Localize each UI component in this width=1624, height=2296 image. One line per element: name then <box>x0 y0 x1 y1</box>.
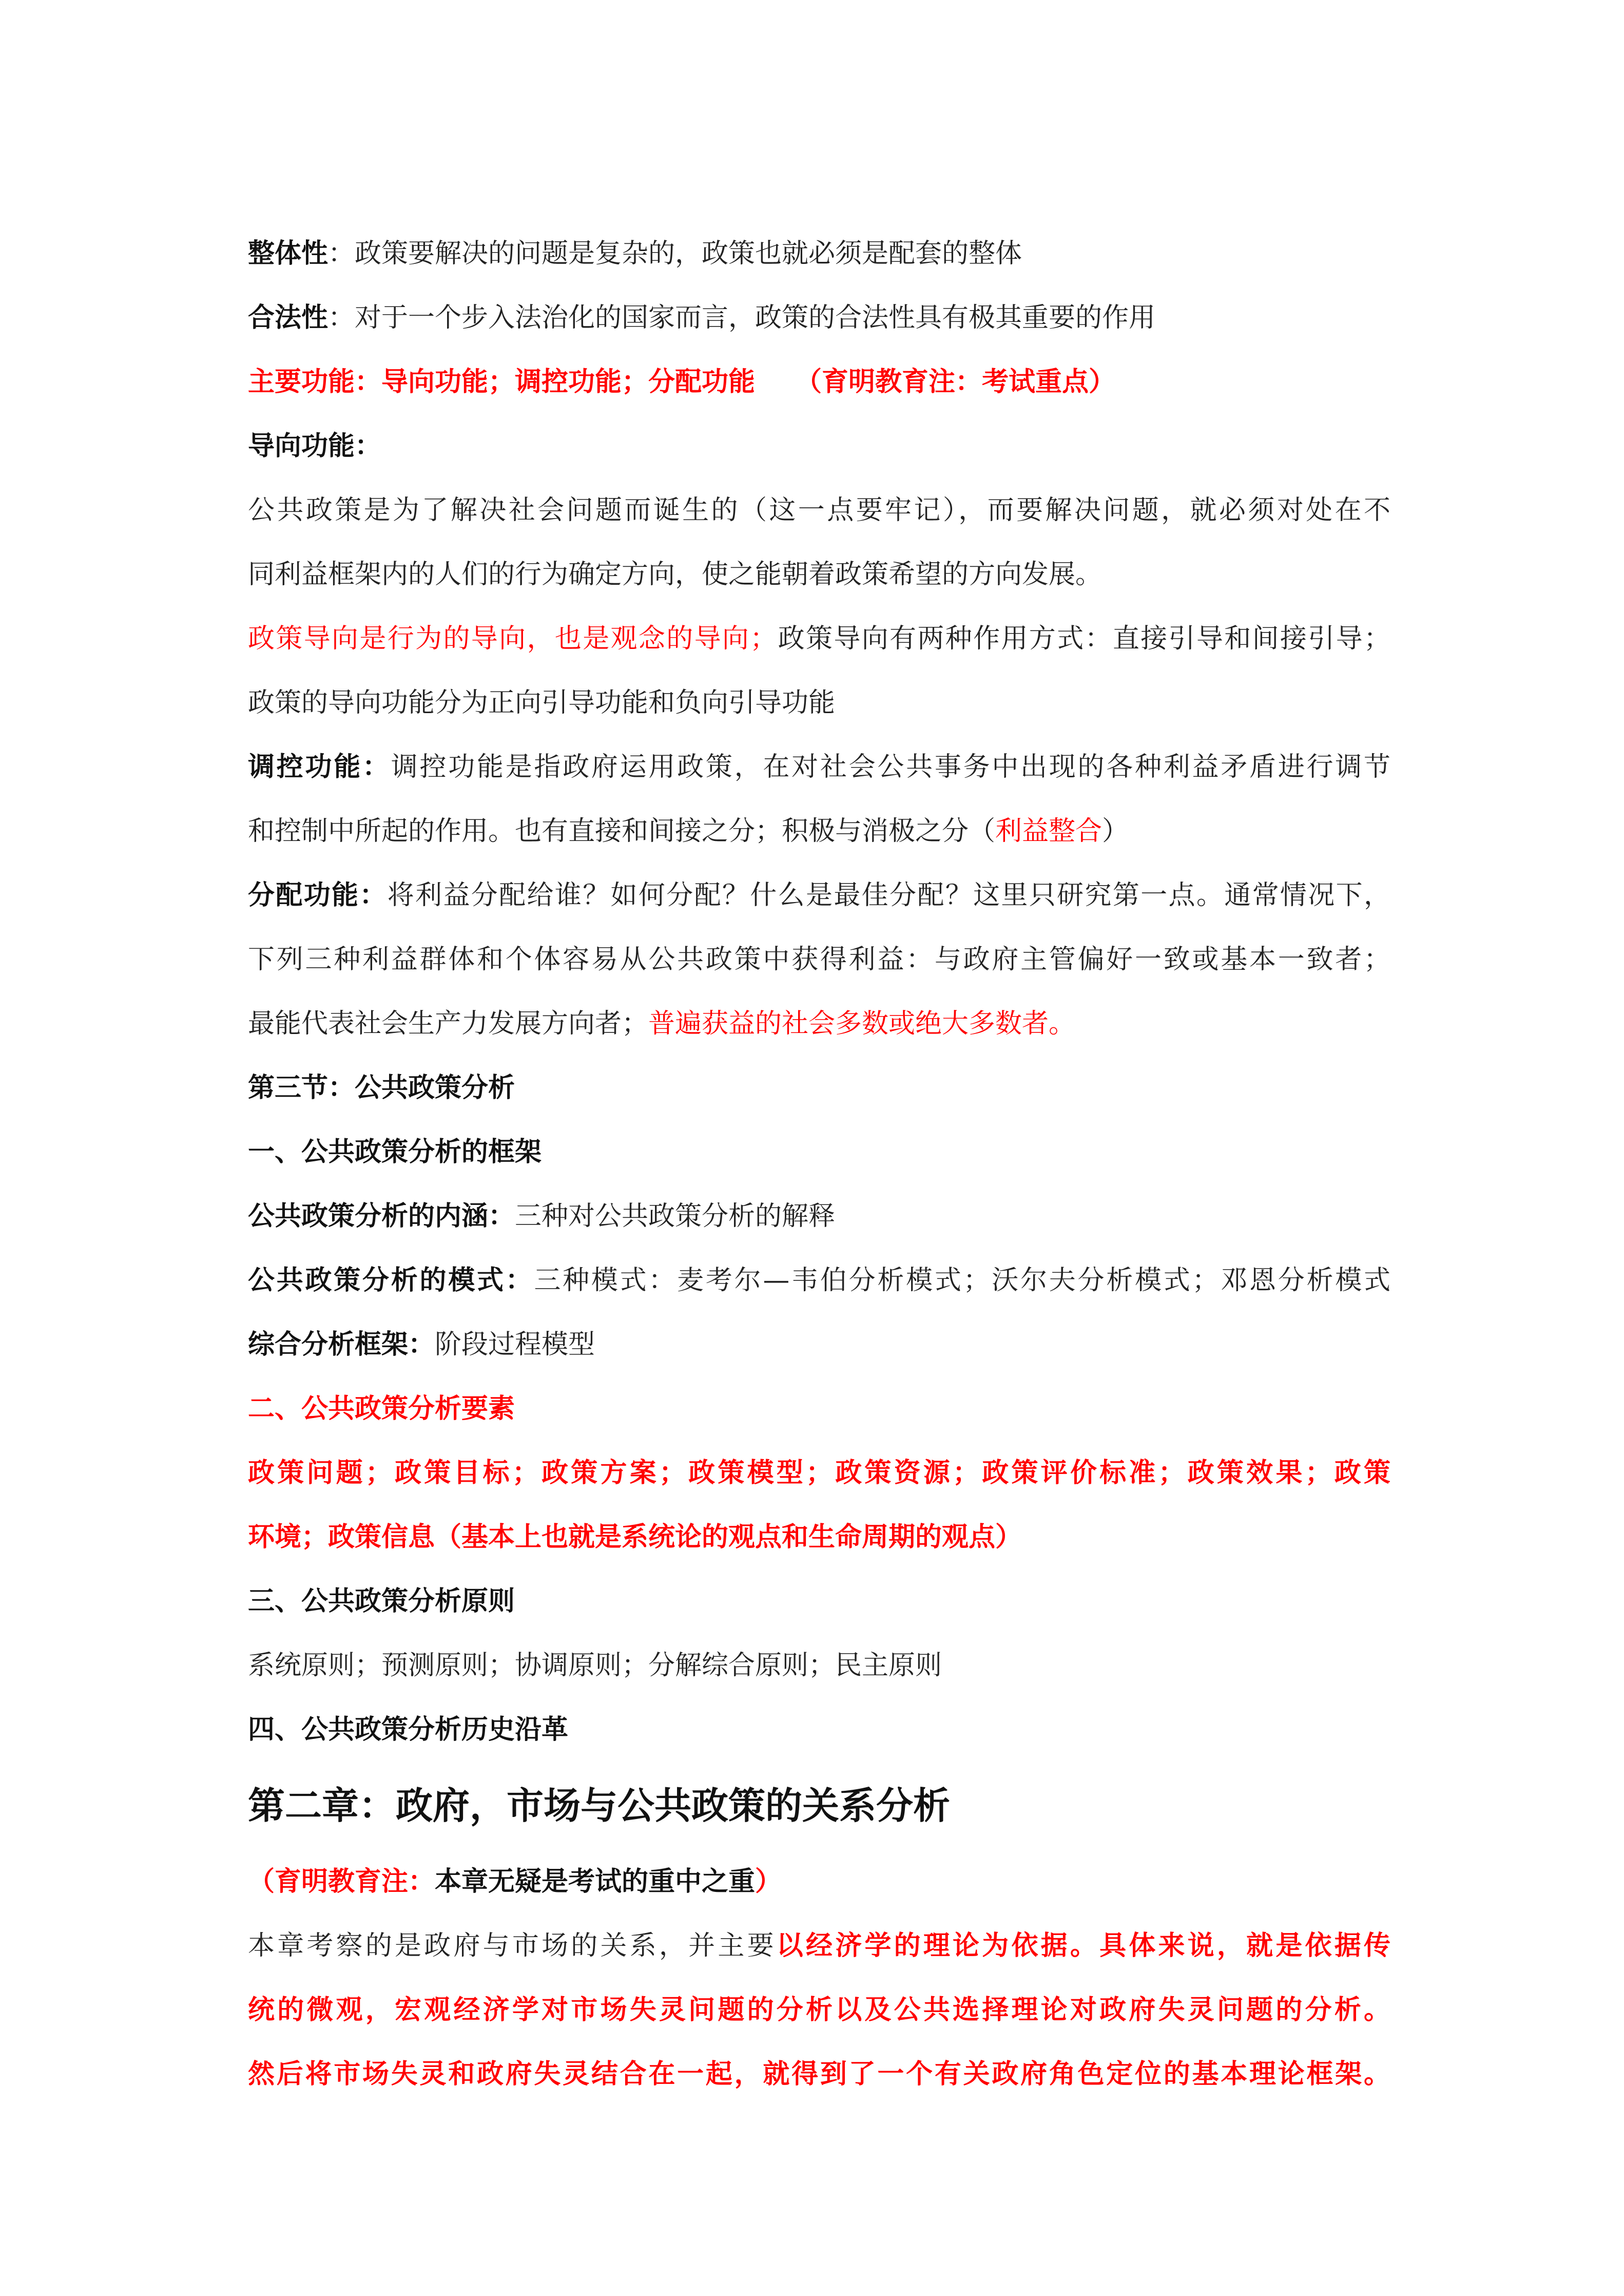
highlighted-text: （育明教育注： <box>248 1866 435 1897</box>
text-line <box>248 414 1390 479</box>
body-text: ） <box>1102 816 1129 847</box>
bold-label: 本章无疑是考试的重中之重 <box>435 1866 756 1897</box>
bold-label: 公共政策分析的模式： <box>248 1265 534 1296</box>
text-line <box>248 928 1390 992</box>
highlighted-text: 利益整合 <box>995 816 1103 847</box>
text-line <box>248 479 1390 543</box>
text-line <box>248 1505 1390 1570</box>
text-line <box>248 1184 1390 1249</box>
body-text: 阶段过程模型 <box>435 1329 595 1360</box>
body-text: 同利益框架内的人们的行为确定方向，使之能朝着政策希望的方向发展。 <box>248 559 1103 590</box>
body-text: 调控功能是指政府运用政策，在对社会公共事务中出现的各种利益矛盾进行调节 <box>391 752 1390 782</box>
text-line <box>248 286 1390 350</box>
text-line <box>248 1850 1390 1914</box>
highlighted-text: ） <box>755 1866 782 1897</box>
highlighted-text: 统的微观，宏观经济学对市场失灵问题的分析以及公共选择理论对政府失灵问题的分析。 <box>248 1995 1390 2025</box>
body-text: ：对于一个步入法治化的国家而言，政策的合法性具有极其重要的作用 <box>328 302 1156 333</box>
text-line <box>248 1634 1390 1698</box>
text-line <box>248 2042 1390 2107</box>
highlighted-text: 环境；政策信息（基本上也就是系统论的观点和生命周期的观点） <box>248 1522 1022 1553</box>
text-line <box>248 864 1390 928</box>
bold-label: 分配功能： <box>248 880 388 911</box>
body-text: 将利益分配给谁？如何分配？什么是最佳分配？这里只研究第一点。通常情况下， <box>387 880 1390 911</box>
bold-label: 第三节：公共政策分析 <box>248 1073 515 1103</box>
body-text: 和控制中所起的作用。也有直接和间接之分；积极与消极之分（ <box>248 816 996 847</box>
text-line <box>248 543 1390 607</box>
body-text: 最能代表社会生产力发展方向者； <box>248 1008 649 1039</box>
highlighted-text: 二、公共政策分析要素 <box>248 1393 515 1424</box>
text-line <box>248 607 1390 671</box>
text-line <box>248 1978 1390 2042</box>
body-text: 系统原则；预测原则；协调原则；分解综合原则；民主原则 <box>248 1650 942 1681</box>
bold-label: 合法性 <box>248 302 328 333</box>
bold-label: 调控功能： <box>248 752 391 782</box>
chapter-heading <box>248 1762 1390 1850</box>
body-text: 政策的导向功能分为正向引导功能和负向引导功能 <box>248 687 836 718</box>
highlighted-text: 以经济学的理论为依据。具体来说，就是依据传 <box>776 1930 1390 1961</box>
body-text: 公共政策是为了解决社会问题而诞生的（这一点要牢记），而要解决问题，就必须对处在不 <box>248 495 1390 526</box>
text-line <box>248 1698 1390 1762</box>
text-line <box>248 735 1390 799</box>
bold-label: 第二章：政府，市场与公共政策的关系分析 <box>248 1784 951 1827</box>
text-line <box>248 1570 1390 1634</box>
highlighted-text: 然后将市场失灵和政府失灵结合在一起，就得到了一个有关政府角色定位的基本理论框架。 <box>248 2059 1390 2090</box>
highlighted-text: 普遍获益的社会多数或绝大多数者。 <box>648 1008 1076 1039</box>
highlighted-text: 政策问题；政策目标；政策方案；政策模型；政策资源；政策评价标准；政策效果；政策 <box>248 1458 1390 1488</box>
highlighted-text: 政策导向是行为的导向，也是观念的导向； <box>248 623 777 654</box>
highlighted-text: 主要功能：导向功能；调控功能；分配功能 （育明教育注：考试重点） <box>248 367 1116 397</box>
body-text: ：政策要解决的问题是复杂的，政策也就必须是配套的整体 <box>328 238 1022 269</box>
bold-label: 导向功能： <box>248 431 382 462</box>
body-text: 三种模式：麦考尔—韦伯分析模式；沃尔夫分析模式；邓恩分析模式 <box>534 1265 1390 1296</box>
text-line <box>248 1056 1390 1120</box>
text-line <box>248 992 1390 1056</box>
bold-label: 一、公共政策分析的框架 <box>248 1137 542 1168</box>
body-text: 本章考察的是政府与市场的关系，并主要 <box>248 1930 777 1961</box>
bold-label: 三、公共政策分析原则 <box>248 1586 515 1617</box>
text-line <box>248 1377 1390 1441</box>
text-line <box>248 1441 1390 1505</box>
body-text: 政策导向有两种作用方式：直接引导和间接引导； <box>777 623 1390 654</box>
text-line <box>248 671 1390 735</box>
bold-label: 整体性 <box>248 238 328 269</box>
text-line <box>248 350 1390 414</box>
text-line <box>248 1313 1390 1377</box>
text-line <box>248 799 1390 864</box>
text-line <box>248 1120 1390 1184</box>
body-text: 下列三种利益群体和个体容易从公共政策中获得利益：与政府主管偏好一致或基本一致者； <box>248 944 1390 975</box>
text-line <box>248 1249 1390 1313</box>
text-line <box>248 1914 1390 1978</box>
text-line <box>248 222 1390 286</box>
body-text: 三种对公共政策分析的解释 <box>515 1201 836 1232</box>
bold-label: 公共政策分析的内涵： <box>248 1201 515 1232</box>
document-page <box>248 222 1390 2107</box>
bold-label: 四、公共政策分析历史沿革 <box>248 1714 569 1745</box>
bold-label: 综合分析框架： <box>248 1329 435 1360</box>
